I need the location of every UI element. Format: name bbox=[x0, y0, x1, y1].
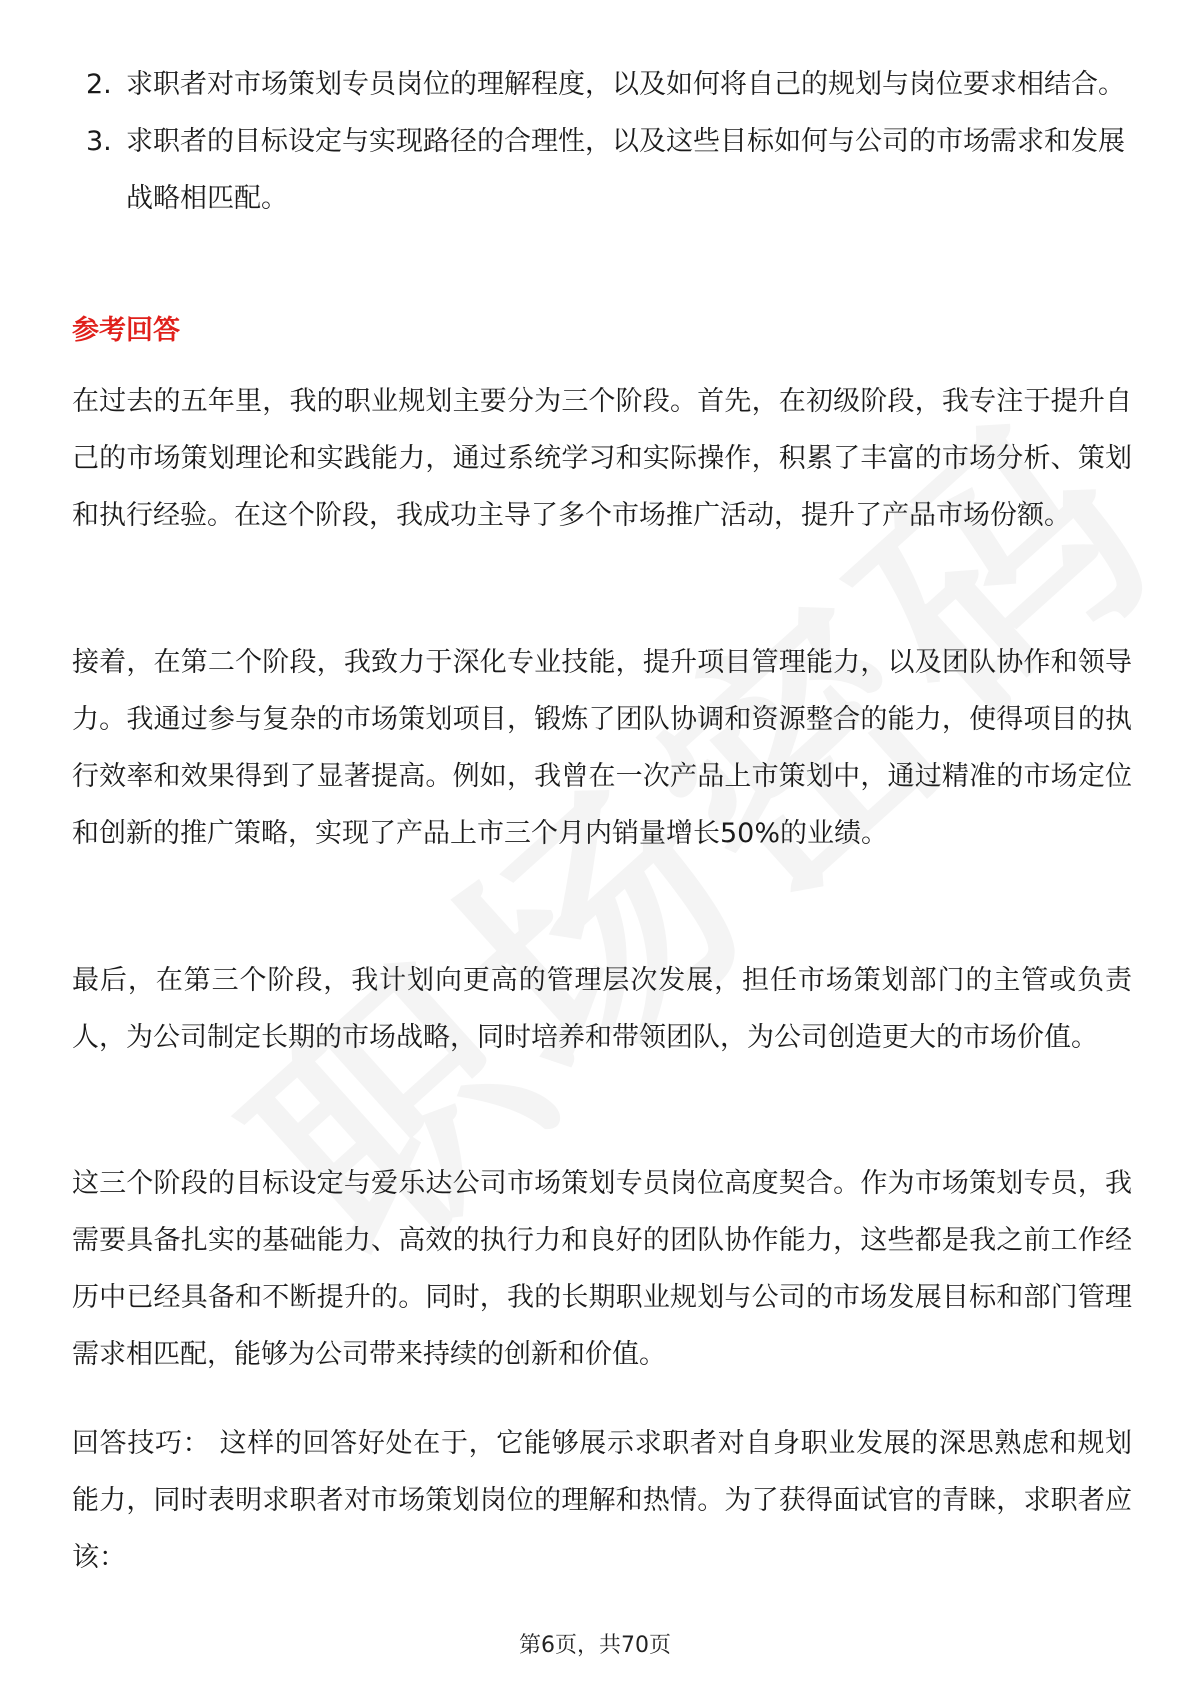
paragraph: 在过去的五年里，我的职业规划主要分为三个阶段。首先，在初级阶段，我专注于提升自己的市场策划理论和实践能力，通过系统学习和实际操作，积累了丰富的市场分析、策划和执行经验。在这个阶段，我成功主导了多个市场推广活动，提升了产品市场份额。 bbox=[72, 386, 1132, 531]
list-item-number: 3. bbox=[86, 126, 112, 157]
list-item bbox=[72, 56, 1132, 113]
paragraph: 这三个阶段的目标设定与爱乐达公司市场策划专员岗位高度契合。作为市场策划专员，我需要具备扎实的基础能力、高效的执行力和良好的团队协作能力，这些都是我之前工作经历中已经具备和不断提升的。同时，我的长期职业规划与公司的市场发展目标和部门管理需求相匹配，能够为公司带来持续的创新和价值。 bbox=[72, 1168, 1132, 1370]
paragraph: 接着，在第二个阶段，我致力于深化专业技能，提升项目管理能力，以及团队协作和领导力。我通过参与复杂的市场策划项目，锻炼了团队协调和资源整合的能力，使得项目的执行效率和效果得到了显著提高。例如，我曾在一次产品上市策划中，通过精准的市场定位和创新的推广策略，实现了产品上市三个月内销量增长50%的业绩。 bbox=[72, 647, 1132, 849]
list-item-text: 求职者的目标设定与实现路径的合理性，以及这些目标如何与公司的市场需求和发展战略相匹配。 bbox=[126, 126, 1125, 214]
paragraph: 回答技巧： 这样的回答好处在于，它能够展示求职者对自身职业发展的深思熟虑和规划能力，同时表明求职者对市场策划岗位的理解和热情。为了获得面试官的青睐，求职者应该： bbox=[72, 1428, 1132, 1573]
section-heading: 参考回答 bbox=[72, 315, 180, 346]
criteria-list bbox=[72, 56, 1132, 227]
list-item bbox=[72, 113, 1132, 227]
paragraph: 最后，在第三个阶段，我计划向更高的管理层次发展，担任市场策划部门的主管或负责人，为公司制定长期的市场战略，同时培养和带领团队，为公司创造更大的市场价值。 bbox=[72, 965, 1132, 1053]
list-item-number: 2. bbox=[86, 69, 112, 100]
list-item-text: 求职者对市场策划专员岗位的理解程度，以及如何将自己的规划与岗位要求相结合。 bbox=[126, 69, 1125, 100]
page-number-footer: 第6页，共70页 bbox=[519, 1633, 671, 1658]
